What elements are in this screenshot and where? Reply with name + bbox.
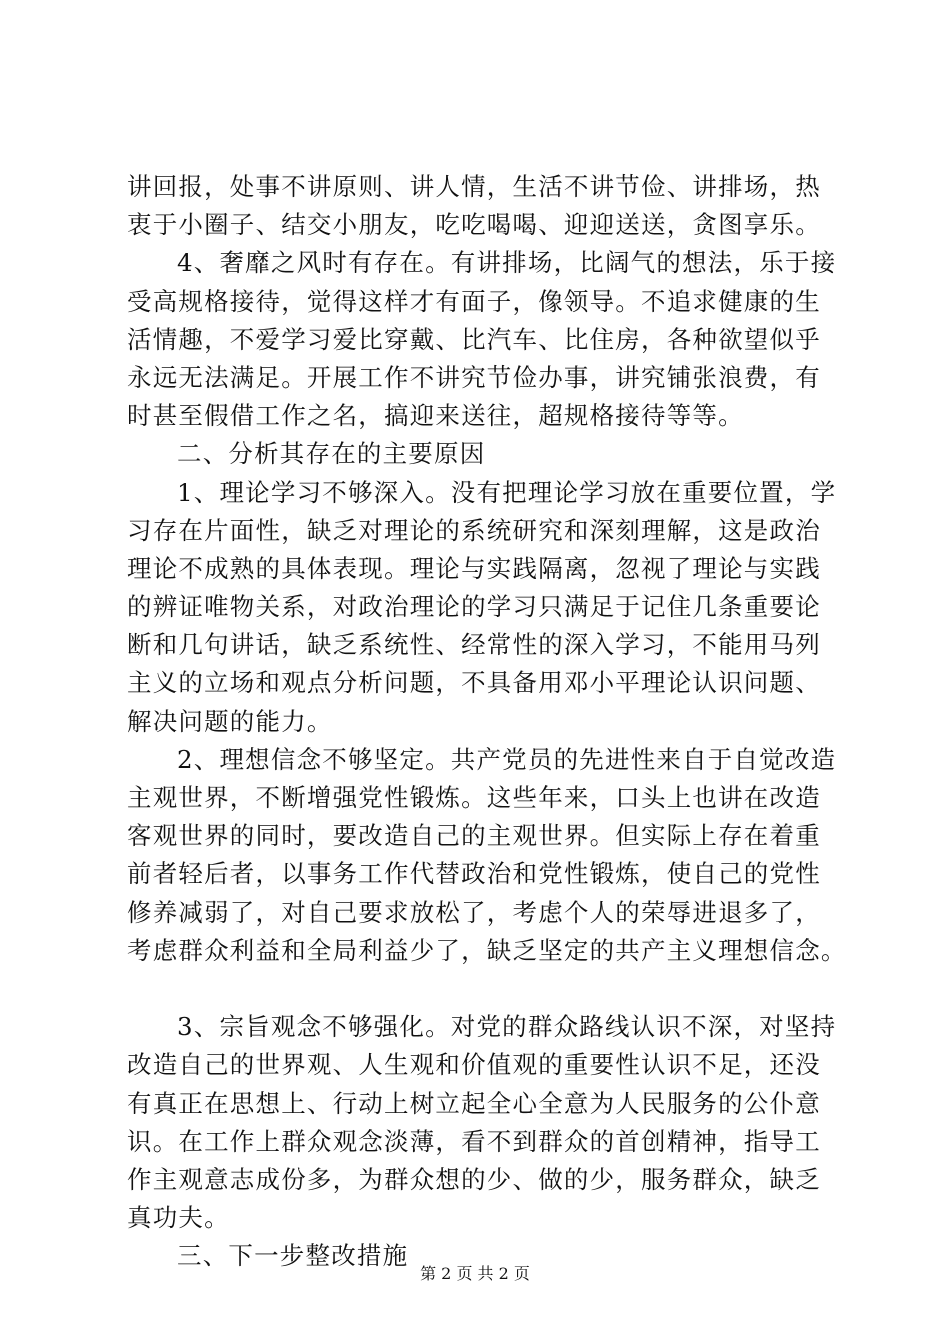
text-line: 永远无法满足。开展工作不讲究节俭办事，讲究铺张浪费，有	[127, 362, 821, 392]
section-heading: 三、下一步整改措施	[177, 1241, 409, 1271]
text-line: 改造自己的世界观、人生观和价值观的重要性认识不足，还没	[127, 1050, 821, 1080]
text-line: 活情趣，不爱学习爱比穿戴、比汽车、比住房，各种欲望似乎	[127, 324, 821, 354]
text-line: 讲回报，处事不讲原则、讲人情，生活不讲节俭、讲排场，热	[127, 172, 821, 201]
text-line: 时甚至假借工作之名，搞迎来送往，超规格接待等等。	[127, 401, 744, 431]
text-line: 有真正在思想上、行动上树立起全心全意为人民服务的公仆意	[127, 1088, 821, 1118]
document-body	[127, 168, 857, 1275]
blank-line	[127, 970, 857, 1008]
text-line: 考虑群众利益和全局利益少了，缺乏坚定的共产主义理想信念。	[127, 935, 847, 965]
text-line: 客观世界的同时，要改造自己的主观世界。但实际上存在着重	[127, 821, 821, 851]
section-heading: 二、分析其存在的主要原因	[177, 439, 486, 469]
paragraph-start-line: 2、理想信念不够坚定。共产党员的先进性来自于自觉改造	[177, 744, 837, 774]
paragraph-start-line: 4、奢靡之风时有存在。有讲排场，比阔气的想法，乐于接	[177, 248, 837, 278]
text-line: 受高规格接待，觉得这样才有面子，像领导。不追求健康的生	[127, 286, 821, 316]
paragraph-start-line: 1、理论学习不够深入。没有把理论学习放在重要位置，学	[177, 477, 837, 507]
text-line: 解决问题的能力。	[127, 706, 333, 736]
text-line: 识。在工作上群众观念淡薄，看不到群众的首创精神，指导工	[127, 1126, 821, 1156]
text-line: 主义的立场和观点分析问题，不具备用邓小平理论认识问题、	[127, 668, 821, 698]
text-line: 断和几句讲话，缺乏系统性、经常性的深入学习，不能用马列	[127, 630, 821, 660]
text-line: 习存在片面性，缺乏对理论的系统研究和深刻理解，这是政治	[127, 515, 821, 545]
text-line: 真功夫。	[127, 1203, 230, 1233]
text-line: 作主观意志成份多，为群众想的少、做的少，服务群众，缺乏	[127, 1164, 821, 1194]
page-number-footer: 第 2 页 共 2 页	[420, 1264, 530, 1283]
text-line: 修养减弱了，对自己要求放松了，考虑个人的荣辱进退多了，	[127, 897, 821, 927]
text-line: 衷于小圈子、结交小朋友，吃吃喝喝、迎迎送送，贪图享乐。	[127, 210, 821, 240]
text-line: 前者轻后者，以事务工作代替政治和党性锻炼，使自己的党性	[127, 859, 821, 889]
text-line: 的辨证唯物关系，对政治理论的学习只满足于记住几条重要论	[127, 592, 821, 622]
paragraph-start-line: 3、宗旨观念不够强化。对党的群众路线认识不深，对坚持	[177, 1012, 837, 1042]
text-line: 理论不成熟的具体表现。理论与实践隔离，忽视了理论与实践	[127, 553, 821, 583]
text-line: 主观世界，不断增强党性锻炼。这些年来，口头上也讲在改造	[127, 783, 821, 812]
